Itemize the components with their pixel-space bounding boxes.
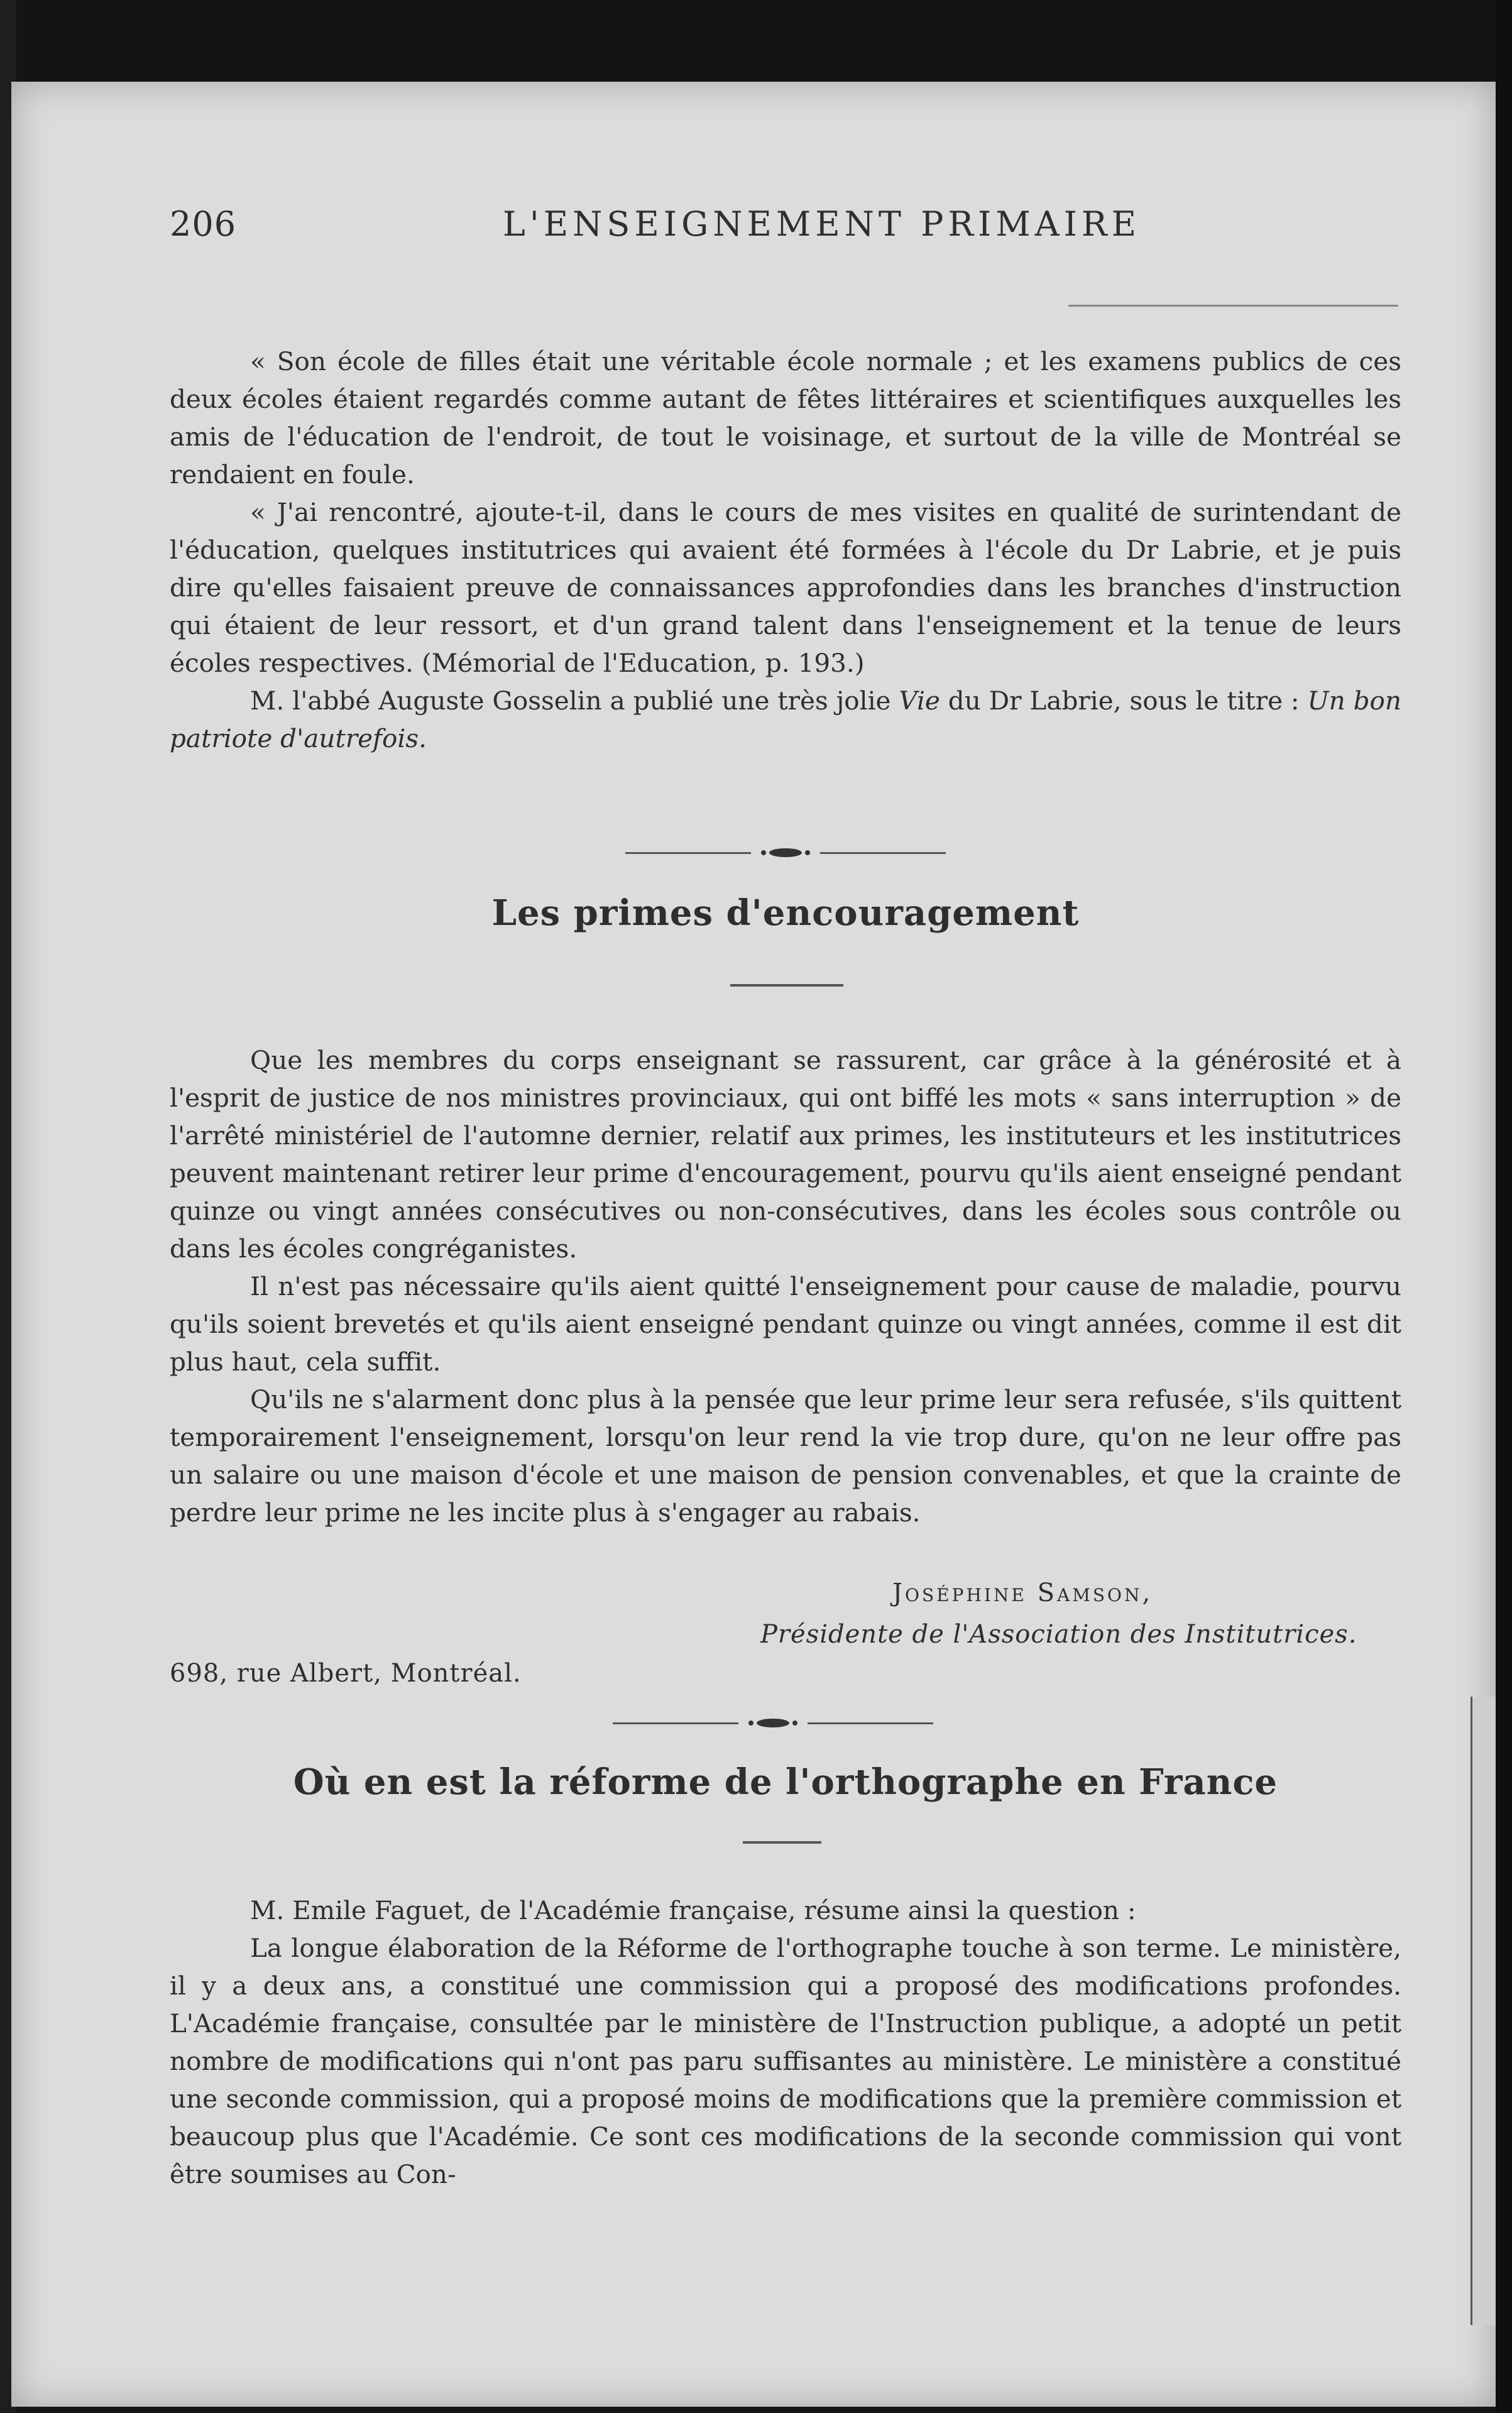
intro-paragraph: « Son école de filles était une véritable école normale ; et les examens publics de ces deux écoles étaient regardés comme autant de fêtes littéraires et scientifiques auxquelles les amis de l'éducation de l'endroit, de tout le voisinage, et surtout de la ville de Montréal se rendaient en foule. [170,346,1401,490]
page-header [170,204,1401,254]
primes-body [170,1041,1401,1531]
title-underline [730,984,843,987]
gosselin-text-middle: du Dr Labrie, sous le titre : [940,686,1308,716]
signature-name: Joséphine Samson, [892,1579,1153,1607]
vie-italic: Vie [899,686,940,716]
intro-quote-block [170,342,1401,757]
gosselin-text-before: M. l'abbé Auguste Gosselin a publié une très jolie [250,686,899,716]
page-number: 206 [170,204,237,244]
scan-border-right [1496,0,1512,2413]
orthographe-body [170,1891,1401,2193]
title-underline [743,1841,821,1844]
running-title: L'ENSEIGNEMENT PRIMAIRE [503,204,1141,244]
fleuron-icon [757,845,814,861]
intro-paragraph: « J'ai rencontré, ajoute-t-il, dans le cours de mes visites en qualité de surintendant de l'éducation, quelques institutrices qui avaient été formées à l'école du Dr Labrie, et je puis dire qu'elles faisaient preuve de connaissances approfondies dans les branches d'instruction qui étaient de leur ressort, et d'un grand talent dans l'enseignement et la tenue de leurs écoles respectives. (Mémorial de l'Education, p. 193.) [170,497,1401,678]
book-title-italic: Un bon patriote d'autrefois. [170,686,1401,753]
fleuron-icon [745,1715,801,1731]
adjacent-page-edge [1471,1697,1496,2325]
section-title-primes: Les primes d'encouragement [491,892,1080,934]
section-ornament [613,1714,933,1732]
signature-address: 698, rue Albert, Montréal. [170,1659,522,1688]
primes-paragraph: Que les membres du corps enseignant se rassurent, car grâce à la générosité et à l'esprit de justice de nos ministres provinciaux, qui ont biffé les mots « sans interruption » de l'arrêté ministériel de l'automne dernier, relatif aux primes, les instituteurs et les institutrices peuvent maintenant retirer leur prime d'encouragement, pourvu qu'ils aient enseigné pendant quinze ou vingt années consécutives ou non-consécutives, dans les écoles sous contrôle ou dans les écoles congréganistes. [170,1045,1401,1264]
primes-paragraph: Il n'est pas nécessaire qu'ils aient quitté l'enseignement pour cause de maladie, pourvu qu'ils soient brevetés et qu'ils aient enseigné pendant quinze ou vingt années, comme il est dit plus haut, cela suffit. [170,1271,1401,1377]
section-title-orthographe: Où en est la réforme de l'orthographe en France [293,1761,1278,1803]
gosselin-paragraph [170,682,1401,757]
signature-title: Présidente de l'Association des Institutrices. [760,1620,1357,1649]
header-rule [1068,305,1398,307]
orthographe-paragraph: M. Emile Faguet, de l'Académie française, résume ainsi la question : [250,1895,1136,1925]
orthographe-paragraph: La longue élaboration de la Réforme de l'orthographe touche à son terme. Le ministère, il y a deux ans, a constitué une commission qui a proposé des modifications profondes. L'Académie française, consultée par le ministère de l'Instruction publique, a adopté un petit nombre de modifications qui n'ont pas paru suffisantes au ministère. Le ministère a constitué une seconde commission, qui a proposé moins de modifications que la première commission et beaucoup plus que l'Académie. Ce sont ces modifications de la seconde commission qui vont être soumises au Con- [170,1933,1401,2189]
primes-paragraph: Qu'ils ne s'alarment donc plus à la pensée que leur prime leur sera refusée, s'ils quittent temporairement l'enseignement, lorsqu'on leur rend la vie trop dure, qu'on ne leur offre pas un salaire ou une maison d'école et une maison de pension convenables, et que la crainte de perdre leur prime ne les incite plus à s'engager au rabais. [170,1384,1401,1528]
section-ornament [625,843,946,862]
